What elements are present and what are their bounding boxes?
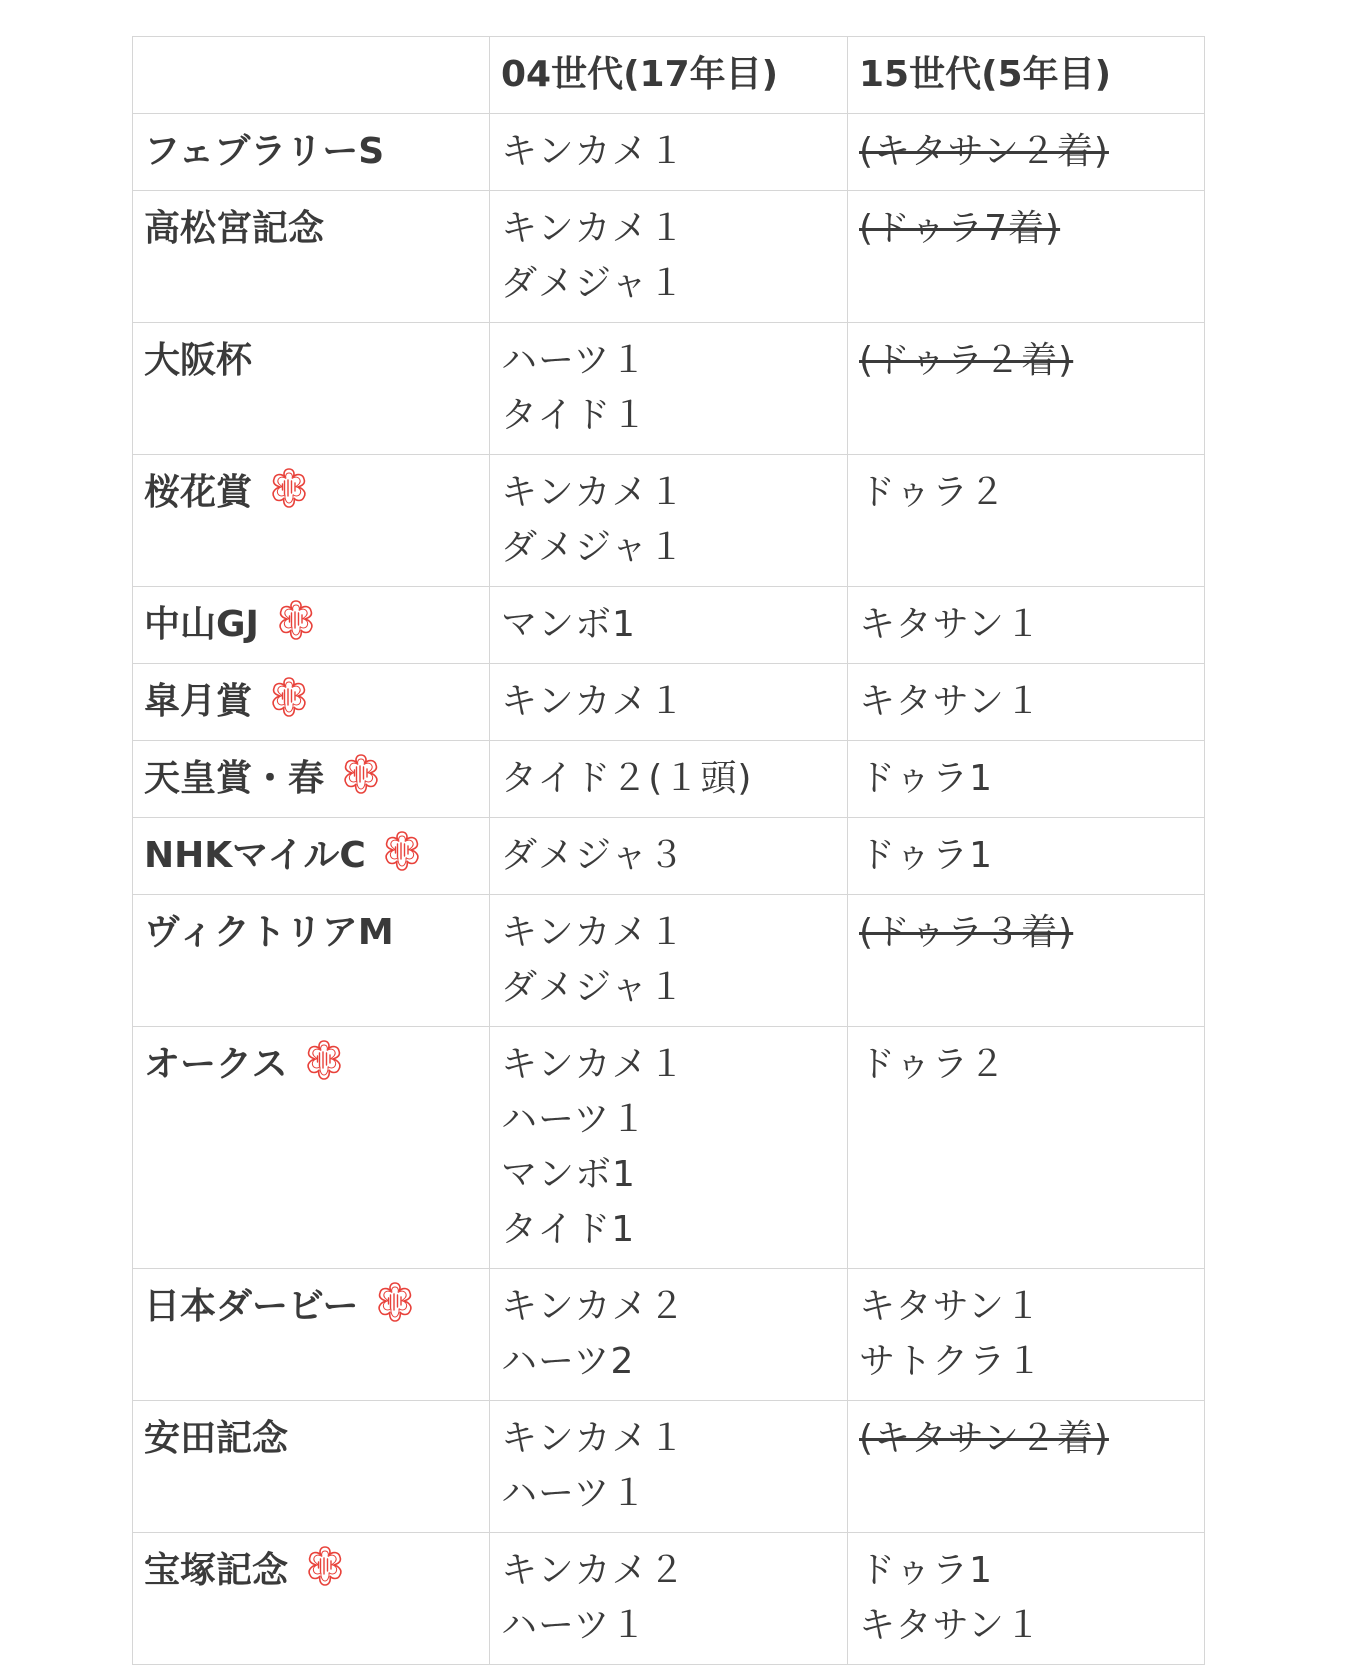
- gen04-result-line: ダメジャ３: [501, 835, 686, 876]
- header-gen04: 04世代(17年目): [490, 37, 848, 114]
- race-name-cell: [133, 1027, 490, 1269]
- gen04-result-line: キンカメ２: [501, 1286, 686, 1327]
- gen15-result-line: ドゥラ1: [859, 1550, 994, 1591]
- table-row: [133, 1027, 1205, 1269]
- gen04-result-cell: [490, 818, 848, 895]
- sakura-stamp-icon: [274, 598, 318, 642]
- gen15-result-cell: [848, 741, 1205, 818]
- gen15-result-cell: [848, 1269, 1205, 1401]
- gen15-struck-result: (ドゥラ7着): [859, 208, 1061, 249]
- table-row: [133, 1533, 1205, 1665]
- gen15-result-line: キタサン１: [859, 604, 1042, 645]
- gen04-result-cell: [490, 664, 848, 741]
- gen04-result-cell: [490, 1533, 848, 1665]
- gen15-result-cell: [848, 818, 1205, 895]
- race-name: 中山GJ: [144, 604, 259, 645]
- race-name: 日本ダービー: [144, 1286, 359, 1327]
- table-row: [133, 664, 1205, 741]
- gen15-result-line: キタサン１: [859, 681, 1042, 722]
- gen15-result-cell: [848, 664, 1205, 741]
- gen04-result-cell: [490, 741, 848, 818]
- table-body: [133, 114, 1205, 1665]
- gen15-result-cell: [848, 114, 1205, 191]
- race-name-cell: [133, 114, 490, 191]
- gen04-result-line: ハーツ１: [501, 1605, 648, 1646]
- sakura-stamp-icon: [339, 752, 383, 796]
- gen04-result-line: マンボ1: [501, 1154, 636, 1195]
- gen04-result-line: タイド１: [501, 395, 649, 436]
- gen04-result-cell: [490, 1027, 848, 1269]
- sakura-stamp-icon: [302, 1038, 346, 1082]
- race-name-cell: [133, 895, 490, 1027]
- race-name: 皐月賞: [144, 681, 253, 722]
- gen15-struck-result: (キタサン２着): [859, 131, 1109, 172]
- race-name-cell: [133, 1533, 490, 1665]
- sakura-stamp-icon: [380, 829, 424, 873]
- race-name-cell: [133, 191, 490, 323]
- race-name: オークス: [144, 1044, 288, 1085]
- table-row: [133, 191, 1205, 323]
- race-name: 桜花賞: [144, 472, 253, 513]
- race-name: フェブラリーS: [144, 131, 385, 172]
- gen15-result-line: ドゥラ1: [859, 758, 994, 799]
- gen04-result-line: キンカメ１: [501, 472, 686, 513]
- header-gen15: 15世代(5年目): [848, 37, 1205, 114]
- gen15-struck-result: (キタサン２着): [859, 1418, 1109, 1459]
- race-name: 高松宮記念: [144, 208, 325, 249]
- table-header: [133, 37, 1205, 114]
- gen04-result-line: ハーツ１: [501, 340, 648, 381]
- table-row: [133, 1269, 1205, 1401]
- gen15-result-cell: [848, 1027, 1205, 1269]
- race-name-cell: [133, 455, 490, 587]
- table-row: [133, 323, 1205, 455]
- gen15-result-cell: [848, 323, 1205, 455]
- gen15-struck-result: (ドゥラ２着): [859, 340, 1074, 381]
- gen04-result-line: タイド２(１頭): [501, 758, 753, 799]
- gen04-result-line: ダメジャ１: [501, 527, 686, 568]
- gen04-result-line: キンカメ１: [501, 1418, 686, 1459]
- race-name-cell: [133, 818, 490, 895]
- gen15-result-cell: [848, 587, 1205, 664]
- gen04-result-cell: [490, 114, 848, 191]
- gen15-result-line: キタサン１: [859, 1286, 1042, 1327]
- gen15-result-line: ドゥラ２: [859, 472, 1007, 513]
- gen04-result-line: キンカメ１: [501, 681, 686, 722]
- table-row: [133, 114, 1205, 191]
- table-row: [133, 818, 1205, 895]
- gen04-result-cell: [490, 323, 848, 455]
- gen15-result-cell: [848, 1533, 1205, 1665]
- race-name: ヴィクトリアM: [144, 912, 394, 953]
- sakura-stamp-icon: [267, 466, 311, 510]
- gen04-result-line: タイド1: [501, 1209, 636, 1250]
- race-name: 天皇賞・春: [144, 758, 325, 799]
- gen04-result-cell: [490, 587, 848, 664]
- gen15-result-cell: [848, 455, 1205, 587]
- gen04-result-line: キンカメ１: [501, 208, 686, 249]
- race-name: 安田記念: [144, 1418, 289, 1459]
- gen04-result-cell: [490, 1401, 848, 1533]
- gen04-result-line: キンカメ１: [501, 912, 686, 953]
- gen15-result-cell: [848, 1401, 1205, 1533]
- gen15-result-cell: [848, 191, 1205, 323]
- gen04-result-line: ダメジャ１: [501, 263, 686, 304]
- gen04-result-cell: [490, 455, 848, 587]
- race-name: NHKマイルC: [144, 835, 366, 876]
- gen04-result-cell: [490, 1269, 848, 1401]
- race-name-cell: [133, 1269, 490, 1401]
- sakura-stamp-icon: [373, 1280, 417, 1324]
- race-name-cell: [133, 587, 490, 664]
- gen04-result-line: マンボ1: [501, 604, 636, 645]
- gen04-result-cell: [490, 191, 848, 323]
- gen04-result-cell: [490, 895, 848, 1027]
- gen15-result-line: ドゥラ1: [859, 835, 994, 876]
- header-race: [133, 37, 490, 114]
- gen15-result-cell: [848, 895, 1205, 1027]
- gen15-result-line: ドゥラ２: [859, 1044, 1007, 1085]
- gen15-result-line: サトクラ１: [859, 1341, 1044, 1382]
- gen04-result-line: キンカメ１: [501, 131, 686, 172]
- table-row: [133, 741, 1205, 818]
- sakura-stamp-icon: [267, 675, 311, 719]
- gen04-result-line: ダメジャ１: [501, 967, 686, 1008]
- table-row: [133, 1401, 1205, 1533]
- sakura-stamp-icon: [303, 1544, 347, 1588]
- gen04-result-line: ハーツ１: [501, 1473, 648, 1514]
- race-name-cell: [133, 741, 490, 818]
- results-table: [132, 36, 1205, 1665]
- table-row: [133, 455, 1205, 587]
- race-name: 大阪杯: [144, 340, 253, 381]
- table-row: [133, 587, 1205, 664]
- race-name-cell: [133, 664, 490, 741]
- gen15-struck-result: (ドゥラ３着): [859, 912, 1074, 953]
- race-name-cell: [133, 323, 490, 455]
- header-row: [133, 37, 1205, 114]
- gen04-result-line: ハーツ2: [501, 1341, 635, 1382]
- race-name: 宝塚記念: [144, 1550, 289, 1591]
- table-row: [133, 895, 1205, 1027]
- gen15-result-line: キタサン１: [859, 1605, 1042, 1646]
- gen04-result-line: キンカメ１: [501, 1044, 686, 1085]
- gen04-result-line: ハーツ１: [501, 1099, 648, 1140]
- race-name-cell: [133, 1401, 490, 1533]
- gen04-result-line: キンカメ２: [501, 1550, 686, 1591]
